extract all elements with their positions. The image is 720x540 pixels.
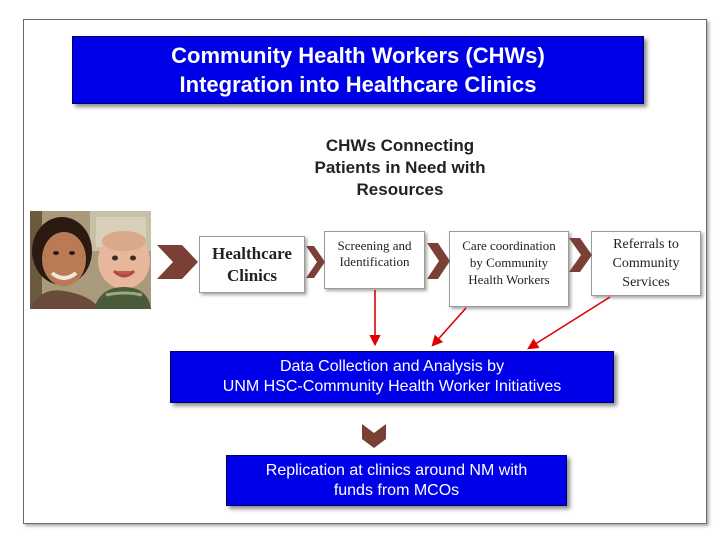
subtitle-line-3: Resources (356, 180, 444, 199)
down-chevron-arrow (362, 424, 386, 448)
step-2-line-1: Screening and (337, 238, 412, 253)
step-3-line-2: by Community (469, 255, 549, 270)
chevron-arrow-3 (427, 243, 450, 279)
chevron-arrow-4 (569, 238, 592, 272)
data-collection-line-1: Data Collection and Analysis by (279, 358, 505, 375)
subtitle-line-2: Patients in Need with (314, 158, 486, 177)
chevron-arrow-2 (306, 246, 325, 278)
title-line-1: Community Health Workers (CHWs) (171, 43, 545, 68)
data-collection-line-2: UNM HSC-Community Health Worker Initiatives (222, 378, 562, 395)
step-1-line-2: Clinics (226, 265, 278, 285)
step-3-line-3: Health Workers (468, 272, 550, 287)
step-2-line-2: Identification (339, 254, 410, 269)
subtitle-line-1: CHWs Connecting (325, 136, 475, 155)
title-line-2: Integration into Healthcare Clinics (179, 72, 537, 97)
connector-arrow-referrals (529, 297, 610, 348)
replication-line-1: Replication at clinics around NM with (265, 461, 528, 479)
step-1-line-1: Healthcare (212, 243, 292, 263)
step-3-line-1: Care coordination (462, 238, 556, 253)
step-4-line-1: Referrals to (613, 237, 679, 252)
connector-arrow-care-coordination (433, 308, 466, 345)
step-4-line-3: Services (622, 275, 670, 290)
chevron-arrow-1 (157, 245, 198, 279)
step-4-line-2: Community (612, 256, 680, 271)
replication-line-2: funds from MCOs (333, 481, 460, 499)
